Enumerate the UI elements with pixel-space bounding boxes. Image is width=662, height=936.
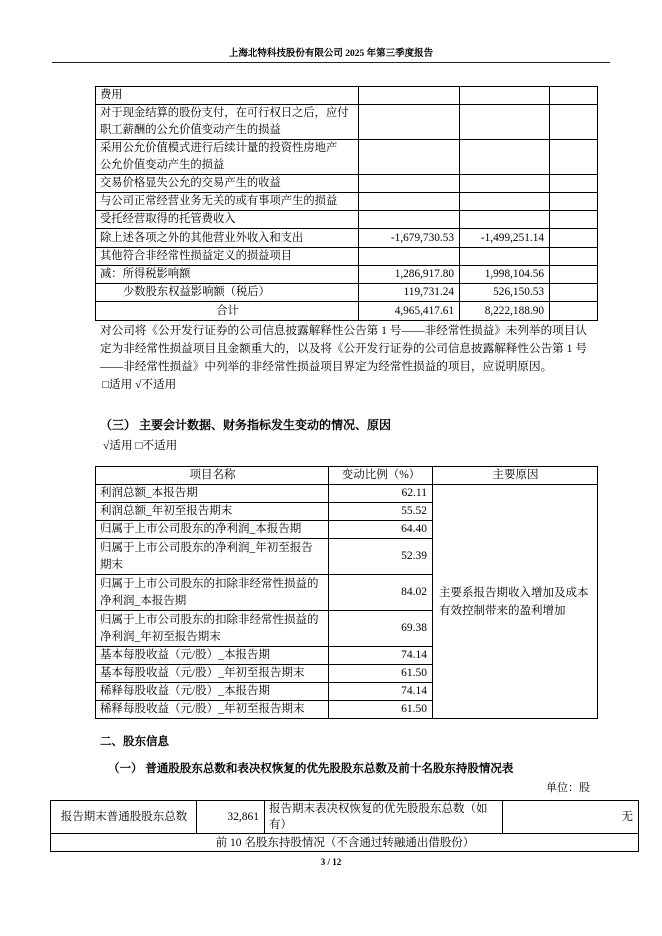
item-cell: 归属于上市公司股东的净利润_本报告期 bbox=[96, 521, 329, 539]
current-period-cell bbox=[359, 211, 460, 229]
item-cell: 交易价格显失公允的交易产生的收益 bbox=[96, 175, 359, 193]
item-cell: 基本每股收益（元/股）_本报告期 bbox=[96, 647, 329, 665]
item-cell: 费用 bbox=[96, 87, 359, 105]
section-title: （三） 主要会计数据、财务指标发生变动的情况、原因 bbox=[100, 418, 392, 432]
item-line: 公允价值变动产生的损益 bbox=[100, 159, 225, 171]
table-row bbox=[96, 87, 598, 105]
item-cell: 与公司正常经营业务无关的或有事项产生的损益 bbox=[96, 193, 359, 211]
table-row bbox=[96, 248, 598, 266]
ytd-cell: 526,150.53 bbox=[460, 284, 550, 302]
item-line: 职工薪酬的公允价值变动产生的损益 bbox=[100, 124, 281, 136]
item-cell: 受托经营取得的托管费收入 bbox=[96, 211, 359, 229]
label-line: 有） bbox=[269, 819, 292, 831]
note-cell bbox=[550, 302, 598, 321]
item-cell: 基本每股收益（元/股）_年初至报告期末 bbox=[96, 665, 329, 683]
item-line: 净利润_年初至报告期末 bbox=[100, 630, 221, 643]
shareholder-summary-table bbox=[50, 800, 639, 852]
note-cell bbox=[550, 229, 598, 248]
note-line: ——非经常性损益》中列举的非经常性损益项目界定为经常性损益的项目，应说明原因。 bbox=[100, 360, 553, 373]
ratio-cell: 74.14 bbox=[329, 683, 433, 701]
table-row bbox=[96, 485, 598, 503]
item-line: 净利润_本报告期 bbox=[100, 594, 187, 607]
table-row bbox=[96, 284, 598, 302]
unit-label: 单位：股 bbox=[546, 782, 590, 794]
column-header: 变动比例（%） bbox=[329, 467, 433, 485]
table-row bbox=[96, 266, 598, 284]
item-cell bbox=[96, 575, 329, 611]
ytd-cell bbox=[460, 211, 550, 229]
item-cell: 其他符合非经常性损益定义的损益项目 bbox=[96, 248, 359, 266]
ytd-cell bbox=[460, 248, 550, 266]
current-period-cell bbox=[359, 87, 460, 105]
item-cell: 减：所得税影响额 bbox=[96, 266, 359, 284]
table-row bbox=[51, 834, 639, 852]
ratio-cell: 61.50 bbox=[329, 665, 433, 683]
item-cell: 稀释每股收益（元/股）_年初至报告期末 bbox=[96, 701, 329, 719]
note-cell bbox=[550, 284, 598, 302]
report-header-title: 上海北特科技股份有限公司 2025 年第三季度报告 bbox=[228, 49, 434, 59]
ratio-cell: 52.39 bbox=[329, 539, 433, 575]
section-heading: 二、股东信息 bbox=[100, 736, 169, 748]
item-line: 归属于上市公司股东的扣除非经常性损益的 bbox=[100, 577, 319, 590]
note-cell bbox=[550, 87, 598, 105]
ytd-cell bbox=[460, 140, 550, 175]
table-row bbox=[51, 801, 639, 834]
ytd-total-cell: 8,222,188.90 bbox=[460, 302, 550, 321]
column-header: 项目名称 bbox=[96, 467, 329, 485]
item-line: 期末 bbox=[100, 558, 123, 571]
ytd-cell bbox=[460, 175, 550, 193]
total-common-holders-label: 报告期末普通股股东总数 bbox=[51, 801, 197, 834]
reason-line: 主要系报告期收入增加及成本 bbox=[439, 586, 589, 599]
non-recurring-items-table bbox=[95, 86, 598, 321]
item-cell: 利润总额_年初至报告期末 bbox=[96, 503, 329, 521]
item-line: 采用公允价值模式进行后续计量的投资性房地产 bbox=[100, 142, 338, 154]
note-cell bbox=[550, 140, 598, 175]
applicability-status: √适用 □不适用 bbox=[103, 439, 178, 452]
item-cell: 少数股东权益影响额（税后） bbox=[96, 284, 359, 302]
ratio-cell: 69.38 bbox=[329, 611, 433, 647]
column-header: 主要原因 bbox=[433, 467, 598, 485]
current-period-cell bbox=[359, 193, 460, 211]
page-number: 3 / 12 bbox=[320, 857, 342, 867]
note-cell bbox=[550, 248, 598, 266]
table-row bbox=[96, 229, 598, 248]
reason-line: 有效控制带来的盈利增加 bbox=[439, 604, 566, 617]
reason-cell bbox=[433, 485, 598, 719]
table-row bbox=[96, 140, 598, 175]
current-period-total-cell: 4,965,417.61 bbox=[359, 302, 460, 321]
note-line: 定为非经常性损益项目且金额重大的，以及将《公开发行证券的公司信息披露解释性公告第 1 号 bbox=[100, 342, 587, 355]
table-row bbox=[96, 193, 598, 211]
current-period-cell bbox=[359, 140, 460, 175]
ratio-cell: 84.02 bbox=[329, 575, 433, 611]
item-cell: 除上述各项之外的其他营业外收入和支出 bbox=[96, 229, 359, 248]
item-line: 对于现金结算的股份支付，在可行权日之后，应付 bbox=[100, 107, 349, 119]
table-row bbox=[96, 211, 598, 229]
ytd-cell: -1,499,251.14 bbox=[460, 229, 550, 248]
note-cell bbox=[550, 266, 598, 284]
current-period-cell bbox=[359, 175, 460, 193]
table-row bbox=[96, 105, 598, 140]
indicator-changes-table bbox=[95, 466, 598, 719]
item-cell: 利润总额_本报告期 bbox=[96, 485, 329, 503]
ratio-cell: 62.11 bbox=[329, 485, 433, 503]
note-cell bbox=[550, 175, 598, 193]
ratio-cell: 61.50 bbox=[329, 701, 433, 719]
note-cell bbox=[550, 105, 598, 140]
non-recurring-note bbox=[100, 322, 600, 394]
item-cell: 稀释每股收益（元/股）_本报告期 bbox=[96, 683, 329, 701]
ytd-cell: 1,998,104.56 bbox=[460, 266, 550, 284]
item-cell bbox=[96, 611, 329, 647]
item-cell bbox=[96, 105, 359, 140]
table-row bbox=[96, 175, 598, 193]
item-line: 归属于上市公司股东的扣除非经常性损益的 bbox=[100, 613, 319, 626]
ratio-cell: 74.14 bbox=[329, 647, 433, 665]
note-cell bbox=[550, 211, 598, 229]
item-cell bbox=[96, 539, 329, 575]
current-period-cell bbox=[359, 105, 460, 140]
ytd-cell bbox=[460, 193, 550, 211]
total-common-holders-value: 32,861 bbox=[197, 801, 265, 834]
current-period-cell bbox=[359, 248, 460, 266]
subsection-heading: （一） 普通股股东总数和表决权恢复的优先股股东总数及前十名股东持股情况表 bbox=[108, 763, 514, 775]
ytd-cell bbox=[460, 105, 550, 140]
ytd-cell bbox=[460, 87, 550, 105]
header-divider bbox=[52, 62, 610, 63]
item-cell bbox=[96, 140, 359, 175]
top10-holdings-caption: 前 10 名股东持股情况（不含通过转融通出借股份） bbox=[51, 834, 639, 852]
table-header-row bbox=[96, 467, 598, 485]
current-period-cell: 119,731.24 bbox=[359, 284, 460, 302]
current-period-cell: 1,286,917.80 bbox=[359, 266, 460, 284]
total-label-cell: 合计 bbox=[96, 302, 359, 321]
label-line: 报告期末表决权恢复的优先股股东总数（如 bbox=[269, 803, 488, 815]
table-total-row bbox=[96, 302, 598, 321]
item-line: 归属于上市公司股东的净利润_年初至报告 bbox=[100, 541, 313, 554]
preferred-holders-value: 无 bbox=[503, 801, 639, 834]
applicability-status: □适用 √不适用 bbox=[102, 378, 177, 391]
note-cell bbox=[550, 193, 598, 211]
preferred-holders-label bbox=[265, 801, 503, 834]
note-line: 对公司将《公开发行证券的公司信息披露解释性公告第 1 号——非经常性损益》未列举的项目认 bbox=[100, 324, 587, 337]
ratio-cell: 55.52 bbox=[329, 503, 433, 521]
current-period-cell: -1,679,730.53 bbox=[359, 229, 460, 248]
ratio-cell: 64.40 bbox=[329, 521, 433, 539]
